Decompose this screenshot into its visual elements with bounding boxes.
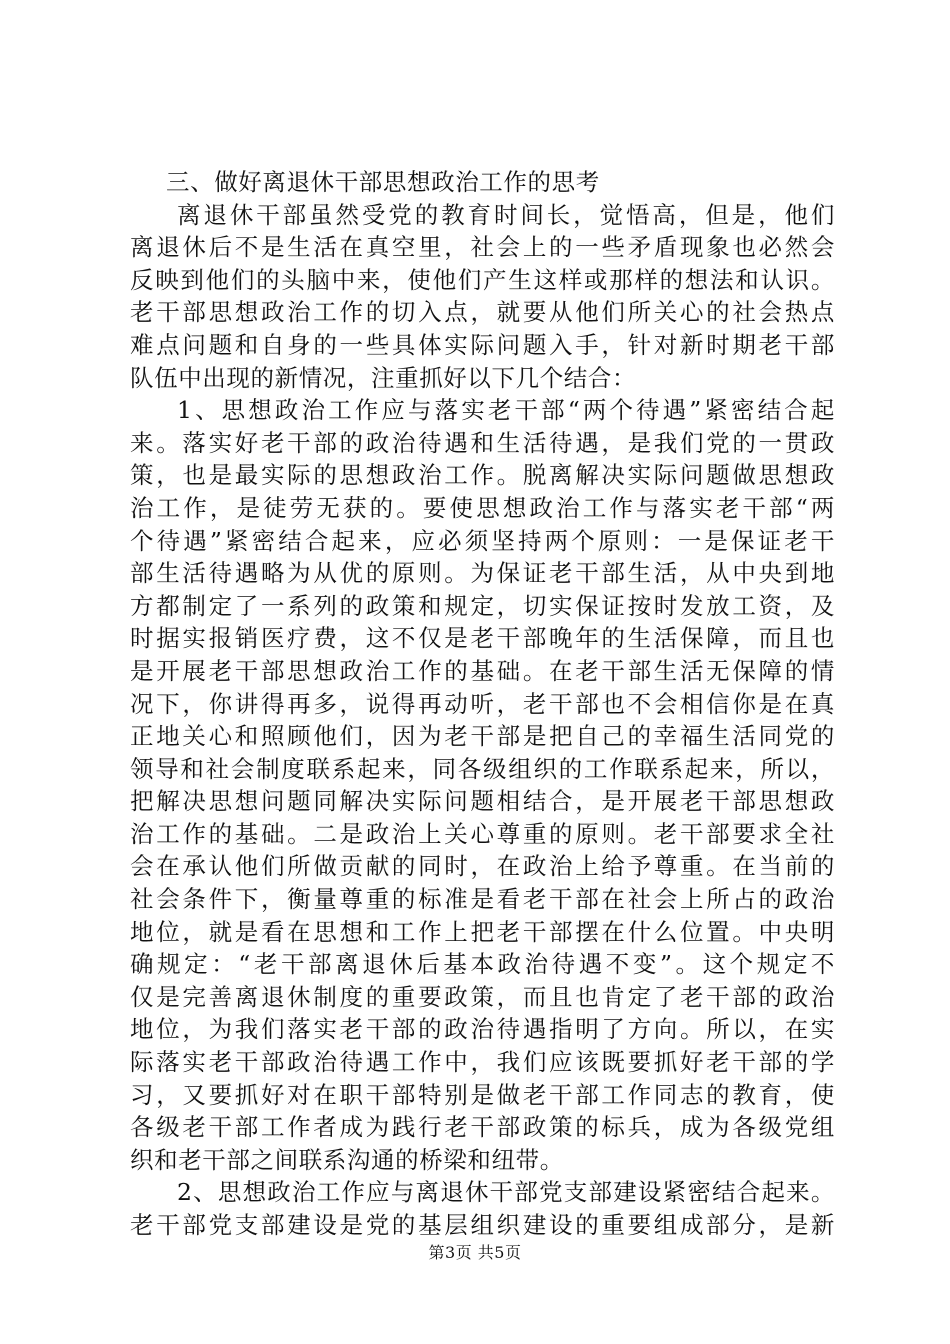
- paragraph-line: 把解决思想问题同解决实际问题相结合，是开展老干部思想政: [130, 787, 835, 816]
- paragraph-line: 仅是完善离退休制度的重要政策，而且也肯定了老干部的政治: [130, 982, 835, 1011]
- paragraph-line: 际落实老干部政治待遇工作中，我们应该既要抓好老干部的学: [130, 1048, 835, 1077]
- paragraph-line: 老干部党支部建设是党的基层组织建设的重要组成部分，是新: [130, 1211, 835, 1239]
- paragraph-line: 策，也是最实际的思想政治工作。脱离解决实际问题做思想政: [130, 461, 835, 490]
- paragraph-line: 反映到他们的头脑中来，使他们产生这样或那样的想法和认识。: [130, 265, 835, 294]
- section-heading: 三、做好离退休干部思想政治工作的思考: [166, 168, 600, 196]
- paragraph-line: 部生活待遇略为从优的原则。为保证老干部生活，从中央到地: [130, 559, 835, 588]
- paragraph-line: 队伍中出现的新情况，注重抓好以下几个结合：: [130, 363, 637, 392]
- paragraph-line: 2、思想政治工作应与离退休干部党支部建设紧密结合起来。: [177, 1178, 835, 1207]
- paragraph-line: 治工作，是徒劳无获的。要使思想政治工作与落实老干部“两: [130, 493, 835, 522]
- paragraph-line: 习，又要抓好对在职干部特别是做老干部工作同志的教育，使: [130, 1080, 835, 1109]
- paragraph-line: 会在承认他们所做贡献的同时，在政治上给予尊重。在当前的: [130, 852, 835, 881]
- paragraph-line: 离退休干部虽然受党的教育时间长，觉悟高，但是，他们: [177, 200, 835, 229]
- paragraph-line: 1、思想政治工作应与落实老干部“两个待遇”紧密结合起: [177, 396, 835, 425]
- paragraph-line: 各级老干部工作者成为践行老干部政策的标兵，成为各级党组: [130, 1113, 835, 1142]
- paragraph-line: 社会条件下，衡量尊重的标准是看老干部在社会上所占的政治: [130, 885, 835, 914]
- paragraph-3: [130, 1176, 835, 1241]
- paragraph-line: 治工作的基础。二是政治上关心尊重的原则。老干部要求全社: [130, 819, 835, 848]
- paragraph-line: 确规定：“老干部离退休后基本政治待遇不变”。这个规定不: [130, 950, 835, 979]
- page-number: 第3页 共5页: [428, 1243, 522, 1262]
- paragraph-line: 来。落实好老干部的政治待遇和生活待遇，是我们党的一贯政: [130, 428, 835, 457]
- paragraph-line: 离退休后不是生活在真空里，社会上的一些矛盾现象也必然会: [130, 233, 835, 262]
- document-body: [130, 166, 835, 1242]
- paragraph-line: 个待遇”紧密结合起来，应必须坚持两个原则：一是保证老干: [130, 526, 835, 555]
- paragraph-line: 况下，你讲得再多，说得再动听，老干部也不会相信你是在真: [130, 689, 835, 718]
- paragraph-line: 地位，就是看在思想和工作上把老干部摆在什么位置。中央明: [130, 917, 835, 946]
- page-footer: [0, 1243, 950, 1263]
- paragraph-line: 织和老干部之间联系沟通的桥梁和纽带。: [130, 1145, 564, 1174]
- paragraph-line: 正地关心和照顾他们，因为老干部是把自己的幸福生活同党的: [130, 722, 835, 751]
- paragraph-line: 老干部思想政治工作的切入点，就要从他们所关心的社会热点: [130, 298, 835, 327]
- paragraph-line: 领导和社会制度联系起来，同各级组织的工作联系起来，所以，: [130, 754, 835, 783]
- paragraph-line: 难点问题和自身的一些具体实际问题入手，针对新时期老干部: [130, 330, 835, 359]
- paragraph-1: [130, 199, 835, 395]
- paragraph-2: [130, 394, 835, 1176]
- paragraph-line: 地位，为我们落实老干部的政治待遇指明了方向。所以，在实: [130, 1015, 835, 1044]
- paragraph-line: 时据实报销医疗费，这不仅是老干部晚年的生活保障，而且也: [130, 624, 835, 653]
- paragraph-line: 是开展老干部思想政治工作的基础。在老干部生活无保障的情: [130, 656, 835, 685]
- paragraph-line: 方都制定了一系列的政策和规定，切实保证按时发放工资，及: [130, 591, 835, 620]
